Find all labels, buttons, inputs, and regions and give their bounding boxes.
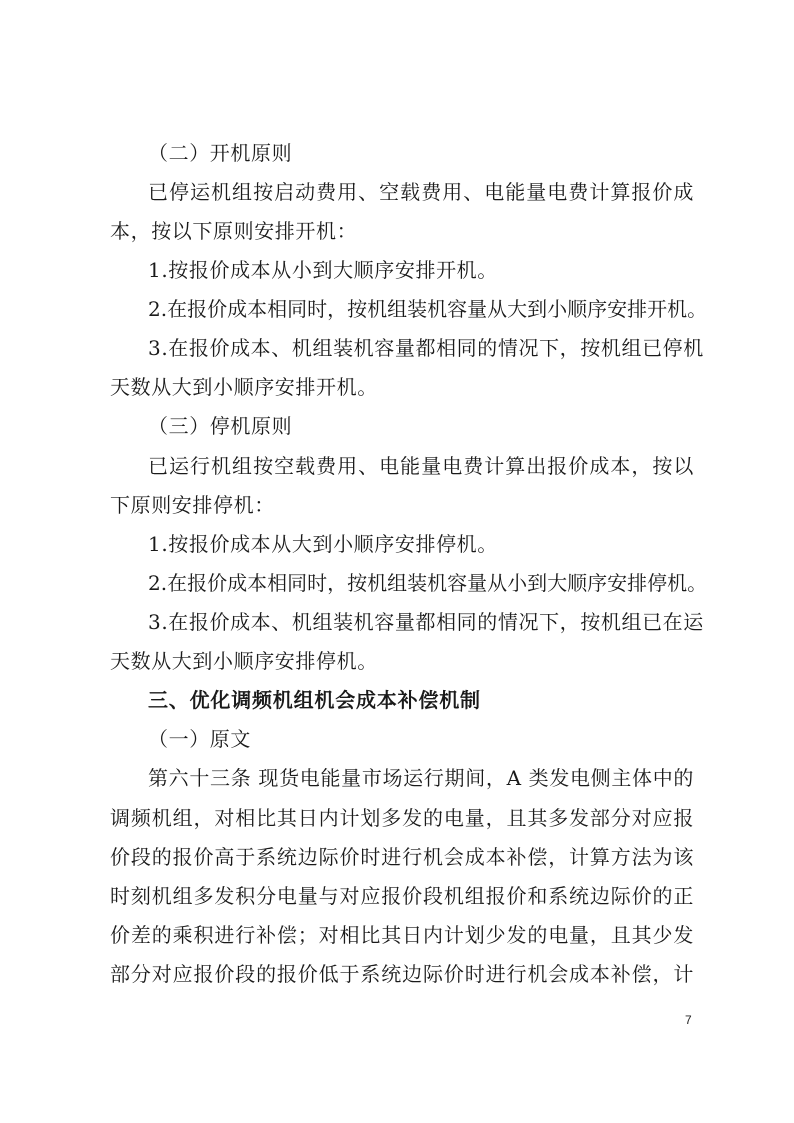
- article-paragraph-line: 调频机组，对相比其日内计划多发的电量，且其多发部分对应报: [110, 806, 694, 830]
- subheading-startup-principle: （二）开机原则: [148, 141, 293, 165]
- paragraph-line: 下原则安排停机：: [110, 493, 275, 517]
- article-paragraph-line: 价段的报价高于系统边际价时进行机会成本补偿，计算方法为该: [110, 845, 694, 869]
- list-item-line: 2.在报价成本相同时，按机组装机容量从小到大顺序安排停机。: [148, 571, 708, 595]
- section-heading: 三、优化调频机组机会成本补偿机制: [148, 688, 481, 712]
- article-paragraph-line: 时刻机组多发积分电量与对应报价段机组报价和系统边际价的正: [110, 884, 694, 908]
- subheading-shutdown-principle: （三）停机原则: [148, 414, 293, 438]
- page-number: 7: [685, 1013, 692, 1027]
- article-paragraph-line: 价差的乘积进行补偿；对相比其日内计划少发的电量，且其少发: [110, 923, 694, 947]
- list-item-line: 2.在报价成本相同时，按机组装机容量从大到小顺序安排开机。: [148, 297, 708, 321]
- paragraph-line: 天数从大到小顺序安排开机。: [110, 375, 378, 399]
- list-item-line: 3.在报价成本、机组装机容量都相同的情况下，按机组已停机: [148, 336, 704, 360]
- subheading-original-text: （一）原文: [148, 727, 251, 751]
- list-item-line: 3.在报价成本、机组装机容量都相同的情况下，按机组已在运: [148, 610, 704, 634]
- paragraph-line: 天数从大到小顺序安排停机。: [110, 649, 378, 673]
- list-item-line: 1.按报价成本从小到大顺序安排开机。: [148, 258, 498, 282]
- list-item-line: 1.按报价成本从大到小顺序安排停机。: [148, 532, 498, 556]
- paragraph-line: 本，按以下原则安排开机：: [110, 219, 358, 243]
- article-paragraph-line: 第六十三条 现货电能量市场运行期间，A 类发电侧主体中的: [148, 766, 694, 790]
- paragraph-line: 已停运机组按启动费用、空载费用、电能量电费计算报价成: [148, 180, 694, 204]
- paragraph-line: 已运行机组按空载费用、电能量电费计算出报价成本，按以: [148, 454, 694, 478]
- article-paragraph-line: 部分对应报价段的报价低于系统边际价时进行机会成本补偿，计: [110, 962, 694, 986]
